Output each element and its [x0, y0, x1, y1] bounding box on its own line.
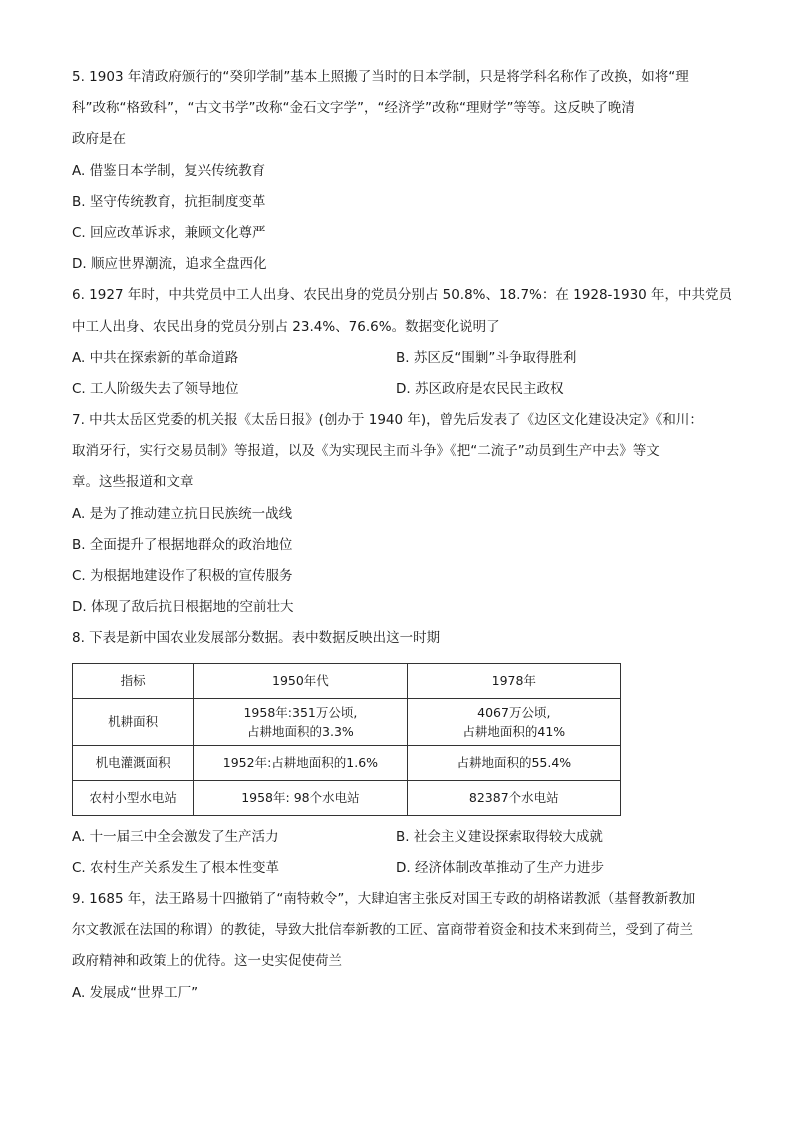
question-6-option-d: D. 苏区政府是农民民主政权	[396, 380, 564, 397]
question-6-option-b: B. 苏区反“围剿”斗争取得胜利	[396, 349, 577, 366]
table-cell	[407, 698, 620, 745]
table-header-indicator: 指标	[73, 663, 194, 698]
question-7-option-a: A. 是为了推动建立抗日民族统一战线	[72, 505, 293, 522]
question-9	[72, 884, 722, 1009]
question-5-option-d: D. 顺应世界潮流，追求全盘西化	[72, 256, 267, 273]
question-8-option-d: D. 经济体制改革推动了生产力进步	[396, 859, 604, 876]
table-cell-line: 占耕地面积的3.3%	[247, 723, 354, 739]
table-cell-line: 占耕地面积的41%	[462, 723, 566, 739]
question-7-option-c: C. 为根据地建设作了积极的宣传服务	[72, 568, 293, 584]
question-7-option-d: D. 体现了敌后抗日根据地的空前壮大	[72, 599, 294, 616]
question-8-option-c: C. 农村生产关系发生了根本性变革	[72, 859, 280, 876]
question-6-options-row-1	[72, 343, 722, 374]
question-6-stem-line-2: 中工人出身、农民出身的党员分别占 23.4%、76.6%。数据变化说明了	[72, 318, 500, 335]
question-9-stem-line-2: 尔文教派在法国的称谓）的教徒，导致大批信奉新教的工匠、富商带着资金和技术来到荷兰，受到了荷兰	[72, 922, 693, 939]
table-row	[73, 745, 621, 780]
question-8-option-a: A. 十一届三中全会激发了生产活力	[72, 828, 279, 845]
question-5-option-c: C. 回应改革诉求，兼顾文化尊严	[72, 224, 266, 241]
question-8-stem-line-1: 8. 下表是新中国农业发展部分数据。表中数据反映出这一时期	[72, 630, 441, 647]
question-5	[72, 62, 722, 280]
question-6-stem-line-1: 6. 1927 年时，中共党员中工人出身、农民出身的党员分别占 50.8%、18.7%：在 1928-1930 年，中共党员	[72, 287, 733, 304]
table-cell	[194, 698, 407, 745]
question-9-stem-line-1: 9. 1685 年，法王路易十四撤销了“南特敕令”，大肆迫害主张反对国王专政的胡格诺教派（基督教新教加	[72, 890, 696, 907]
table-row-label: 机电灌溉面积	[73, 745, 194, 780]
table-header-1978: 1978年	[407, 663, 620, 698]
question-6	[72, 280, 733, 405]
question-7-option-b: B. 全面提升了根据地群众的政治地位	[72, 536, 293, 553]
question-8-option-b: B. 社会主义建设探索取得较大成就	[396, 828, 603, 845]
table-cell-line: 1958年:351万公顷,	[243, 704, 358, 720]
table-cell: 1952年:占耕地面积的1.6%	[194, 745, 407, 780]
question-6-option-c: C. 工人阶级失去了领导地位	[72, 380, 239, 397]
question-5-option-b: B. 坚守传统教育，抗拒制度变革	[72, 193, 266, 210]
table-cell: 82387个水电站	[407, 780, 620, 815]
question-8	[72, 623, 722, 884]
question-9-option-a: A. 发展成“世界工厂”	[72, 984, 199, 1001]
agriculture-data-table	[72, 663, 621, 816]
question-5-stem-line-2: 科”改称“格致科”，“古文书学”改称“金石文字学”，“经济学”改称“理财学”等等。这反映了晚清	[72, 100, 635, 117]
table-row-label: 农村小型水电站	[73, 780, 194, 815]
question-5-option-a: A. 借鉴日本学制，复兴传统教育	[72, 162, 266, 179]
exam-page	[72, 62, 733, 1009]
question-8-options-row-1	[72, 822, 722, 853]
question-6-options-row-2	[72, 374, 722, 405]
table-cell: 1958年: 98个水电站	[194, 780, 407, 815]
question-6-option-a: A. 中共在探索新的革命道路	[72, 349, 239, 366]
question-5-stem-line-3: 政府是在	[72, 131, 126, 148]
table-row	[73, 698, 621, 745]
question-7-stem-line-2: 取消牙行，实行交易员制》等报道，以及《为实现民主而斗争》《把“二流子”动员到生产中去》等文	[72, 443, 660, 460]
question-5-stem-line-1: 5. 1903 年清政府颁行的“癸卯学制”基本上照搬了当时的日本学制，只是将学科名称作了改换，如将“理	[72, 69, 689, 85]
table-row-label: 机耕面积	[73, 698, 194, 745]
question-7-stem-line-1: 7. 中共太岳区党委的机关报《太岳日报》(创办于 1940 年)，曾先后发表了《边区文化建设决定》《和川：	[72, 412, 703, 429]
question-9-stem-line-3: 政府精神和政策上的优待。这一史实促使荷兰	[72, 953, 342, 970]
question-7	[72, 405, 722, 623]
table-header-1950s: 1950年代	[194, 663, 407, 698]
table-header-row	[73, 663, 621, 698]
table-cell: 占耕地面积的55.4%	[407, 745, 620, 780]
question-7-stem-line-3: 章。这些报道和文章	[72, 474, 194, 491]
table-cell-line: 4067万公顷,	[477, 704, 551, 720]
question-8-options-row-2	[72, 853, 722, 884]
table-row	[73, 780, 621, 815]
